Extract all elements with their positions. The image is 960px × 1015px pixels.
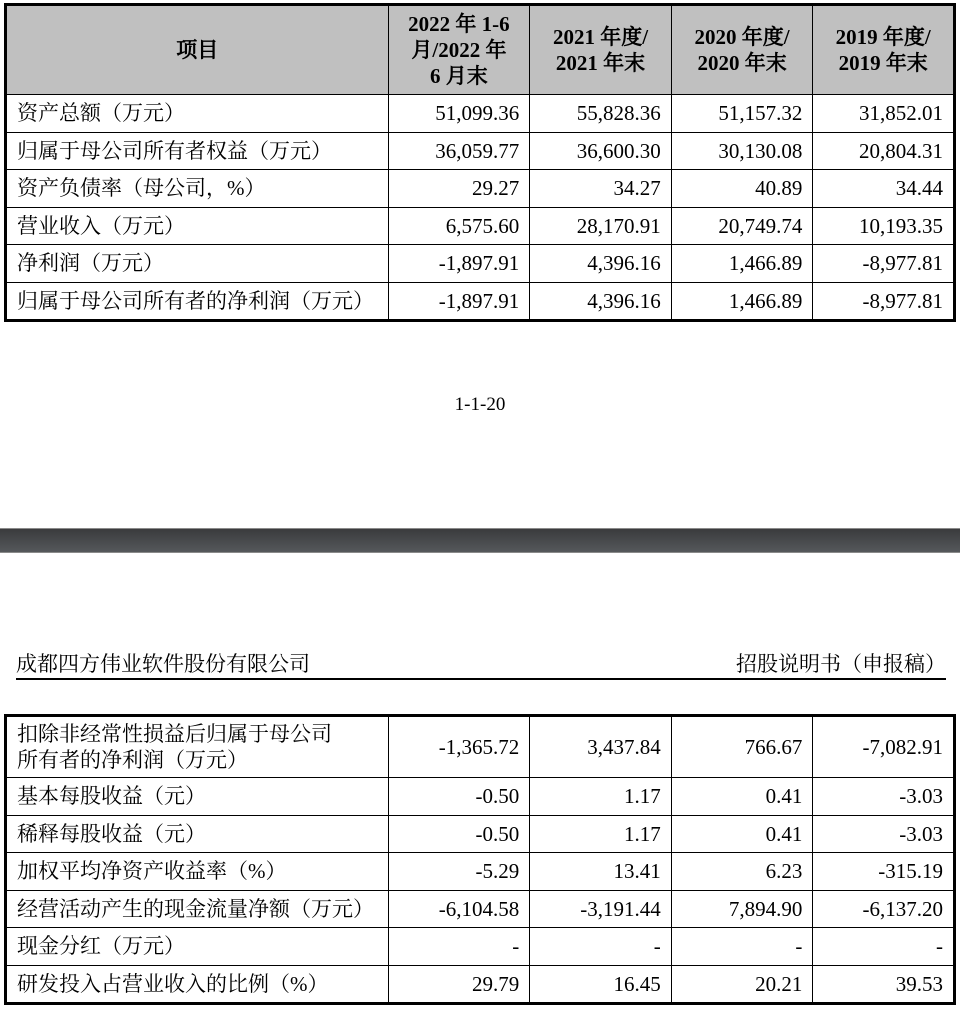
- financial-summary-table-part1: [4, 3, 956, 322]
- cell-value: 0.41: [671, 815, 813, 853]
- cell-value: 6.23: [671, 853, 813, 891]
- table-row: [6, 207, 955, 245]
- row-label: 稀释每股收益（元）: [6, 815, 389, 853]
- row-label: 营业收入（万元）: [6, 207, 389, 245]
- header-item: 项目: [6, 5, 389, 95]
- cell-value: -6,104.58: [388, 890, 530, 928]
- cell-value: -8,977.81: [813, 282, 955, 321]
- cell-value: 4,396.16: [530, 282, 672, 321]
- cell-value: 36,600.30: [530, 132, 672, 170]
- row-label: 经营活动产生的现金流量净额（万元）: [6, 890, 389, 928]
- cell-value: -3,191.44: [530, 890, 672, 928]
- cell-value: -6,137.20: [813, 890, 955, 928]
- cell-value: -8,977.81: [813, 245, 955, 283]
- table-row: [6, 965, 955, 1004]
- header-2022h1: 2022 年 1-6 月/2022 年 6 月末: [388, 5, 530, 95]
- cell-value: -3.03: [813, 778, 955, 816]
- page-number: 1-1-20: [454, 394, 506, 415]
- row-label: 净利润（万元）: [6, 245, 389, 283]
- page-header: [16, 646, 946, 680]
- cell-value: 29.79: [388, 965, 530, 1004]
- cell-value: 766.67: [671, 716, 813, 778]
- cell-value: 39.53: [813, 965, 955, 1004]
- header-2021: 2021 年度/ 2021 年末: [530, 5, 672, 95]
- cell-value: 30,130.08: [671, 132, 813, 170]
- table-row: [6, 890, 955, 928]
- cell-value: 51,157.32: [671, 95, 813, 133]
- cell-value: 3,437.84: [530, 716, 672, 778]
- cell-value: 1,466.89: [671, 245, 813, 283]
- cell-value: -1,365.72: [388, 716, 530, 778]
- document-title: 招股说明书（申报稿）: [736, 652, 946, 676]
- cell-value: -315.19: [813, 853, 955, 891]
- cell-value: 55,828.36: [530, 95, 672, 133]
- cell-value: 40.89: [671, 170, 813, 208]
- header-2020: 2020 年度/ 2020 年末: [671, 5, 813, 95]
- table-row: [6, 716, 955, 778]
- row-label: 归属于母公司所有者权益（万元）: [6, 132, 389, 170]
- table-row: [6, 282, 955, 321]
- table-row: [6, 95, 955, 133]
- cell-value: 1,466.89: [671, 282, 813, 321]
- cell-value: 20,804.31: [813, 132, 955, 170]
- cell-value: 20,749.74: [671, 207, 813, 245]
- row-label: 加权平均净资产收益率（%）: [6, 853, 389, 891]
- header-2019: 2019 年度/ 2019 年末: [813, 5, 955, 95]
- cell-value: 36,059.77: [388, 132, 530, 170]
- table-row: [6, 132, 955, 170]
- table-row: [6, 245, 955, 283]
- page-separator: [0, 528, 960, 553]
- cell-value: 16.45: [530, 965, 672, 1004]
- row-label: 基本每股收益（元）: [6, 778, 389, 816]
- cell-value: -1,897.91: [388, 282, 530, 321]
- table-row: [6, 778, 955, 816]
- row-label: 研发投入占营业收入的比例（%）: [6, 965, 389, 1004]
- cell-value: -: [388, 928, 530, 966]
- table-header-row: [6, 5, 955, 95]
- row-label: 资产负债率（母公司，%）: [6, 170, 389, 208]
- cell-value: -0.50: [388, 815, 530, 853]
- cell-value: 34.44: [813, 170, 955, 208]
- table-row: [6, 815, 955, 853]
- table-row: [6, 853, 955, 891]
- cell-value: -7,082.91: [813, 716, 955, 778]
- cell-value: -: [530, 928, 672, 966]
- cell-value: 1.17: [530, 778, 672, 816]
- table-row: [6, 170, 955, 208]
- financial-summary-table-part2: [4, 714, 956, 1005]
- row-label: 资产总额（万元）: [6, 95, 389, 133]
- row-label: 扣除非经常性损益后归属于母公司 所有者的净利润（万元）: [6, 716, 389, 778]
- company-name: 成都四方伟业软件股份有限公司: [16, 652, 310, 676]
- row-label: 现金分红（万元）: [6, 928, 389, 966]
- cell-value: 29.27: [388, 170, 530, 208]
- cell-value: 0.41: [671, 778, 813, 816]
- cell-value: -0.50: [388, 778, 530, 816]
- cell-value: -3.03: [813, 815, 955, 853]
- cell-value: 31,852.01: [813, 95, 955, 133]
- cell-value: -: [671, 928, 813, 966]
- cell-value: 4,396.16: [530, 245, 672, 283]
- cell-value: 28,170.91: [530, 207, 672, 245]
- cell-value: 20.21: [671, 965, 813, 1004]
- row-label: 归属于母公司所有者的净利润（万元）: [6, 282, 389, 321]
- cell-value: 34.27: [530, 170, 672, 208]
- cell-value: -1,897.91: [388, 245, 530, 283]
- cell-value: 51,099.36: [388, 95, 530, 133]
- table-row: [6, 928, 955, 966]
- cell-value: -: [813, 928, 955, 966]
- cell-value: 7,894.90: [671, 890, 813, 928]
- cell-value: 10,193.35: [813, 207, 955, 245]
- cell-value: -5.29: [388, 853, 530, 891]
- cell-value: 13.41: [530, 853, 672, 891]
- cell-value: 1.17: [530, 815, 672, 853]
- cell-value: 6,575.60: [388, 207, 530, 245]
